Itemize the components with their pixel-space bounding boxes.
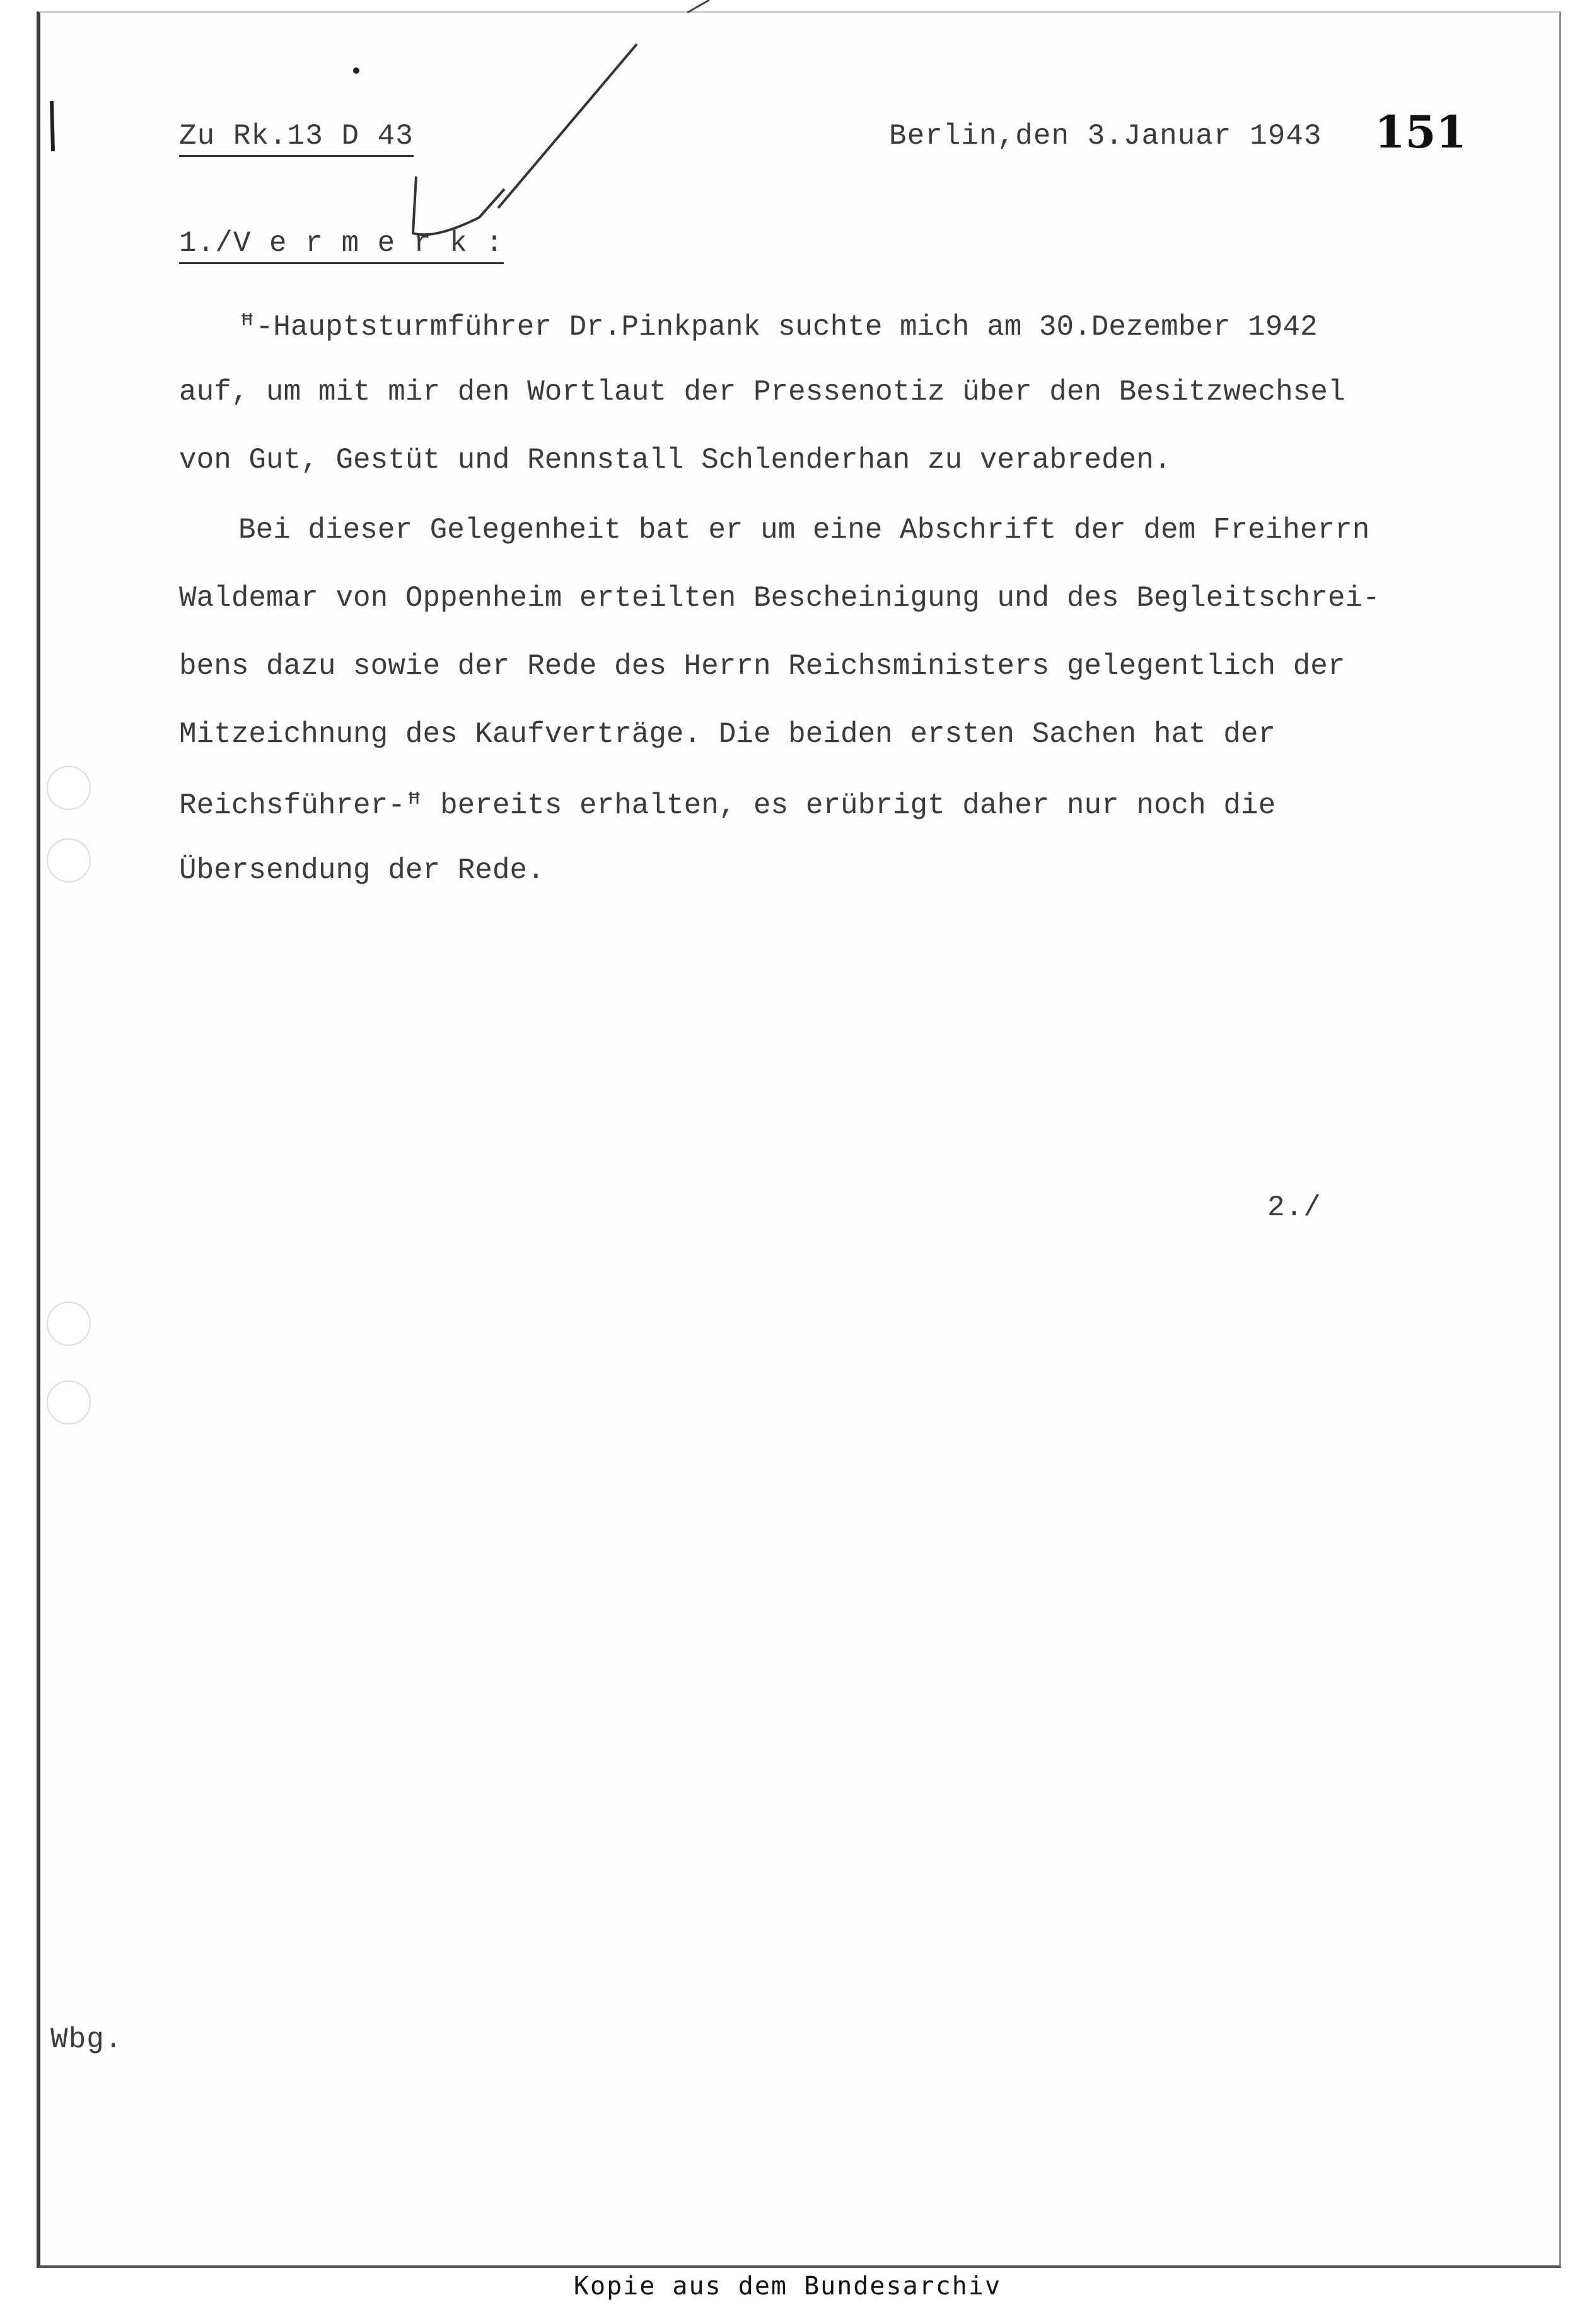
typist-initials: Wbg. [50,2023,123,2056]
handwritten-slash-stroke [498,44,637,208]
margin-mark [52,101,53,151]
body-line-1: ꟸ-Hauptsturmführer Dr.Pinkpank suchte mich am 30.Dezember 1942 [238,311,1318,344]
reference-number: Zu Rk.13 D 43 [179,120,414,157]
body-line-3: von Gut, Gestüt und Rennstall Schlenderhan zu verabreden. [179,444,1171,477]
continuation-marker: 2./ [1267,1191,1322,1224]
folio-stamp-number: 151 [1374,106,1467,158]
handwritten-checkmark [413,176,504,234]
body-line-5: Waldemar von Oppenheim erteilten Bescheinigung und des Begleitschrei- [179,582,1380,615]
ink-dot [353,67,359,74]
body-line-7: Mitzeichnung des Kaufverträge. Die beiden ersten Sachen hat der [179,718,1276,751]
body-line-6: bens dazu sowie der Rede des Herrn Reichsministers gelegentlich der [179,650,1345,683]
body-line-2: auf, um mit mir den Wortlaut der Pressenotiz über den Besitzwechsel [179,376,1345,408]
body-line-9: Übersendung der Rede. [179,854,545,887]
archive-footer: Kopie aus dem Bundesarchiv [573,2272,1002,2301]
section-heading: 1./V e r m e r k : [179,227,504,264]
body-line-8: Reichsführer-ꟸ bereits erhalten, es erübrigt daher nur noch die [179,789,1276,822]
body-line-4: Bei dieser Gelegenheit bat er um eine Abschrift der dem Freiherrn [238,514,1370,546]
handwritten-tick-top [687,0,709,13]
place-and-date: Berlin,den 3.Januar 1943 [889,120,1322,153]
